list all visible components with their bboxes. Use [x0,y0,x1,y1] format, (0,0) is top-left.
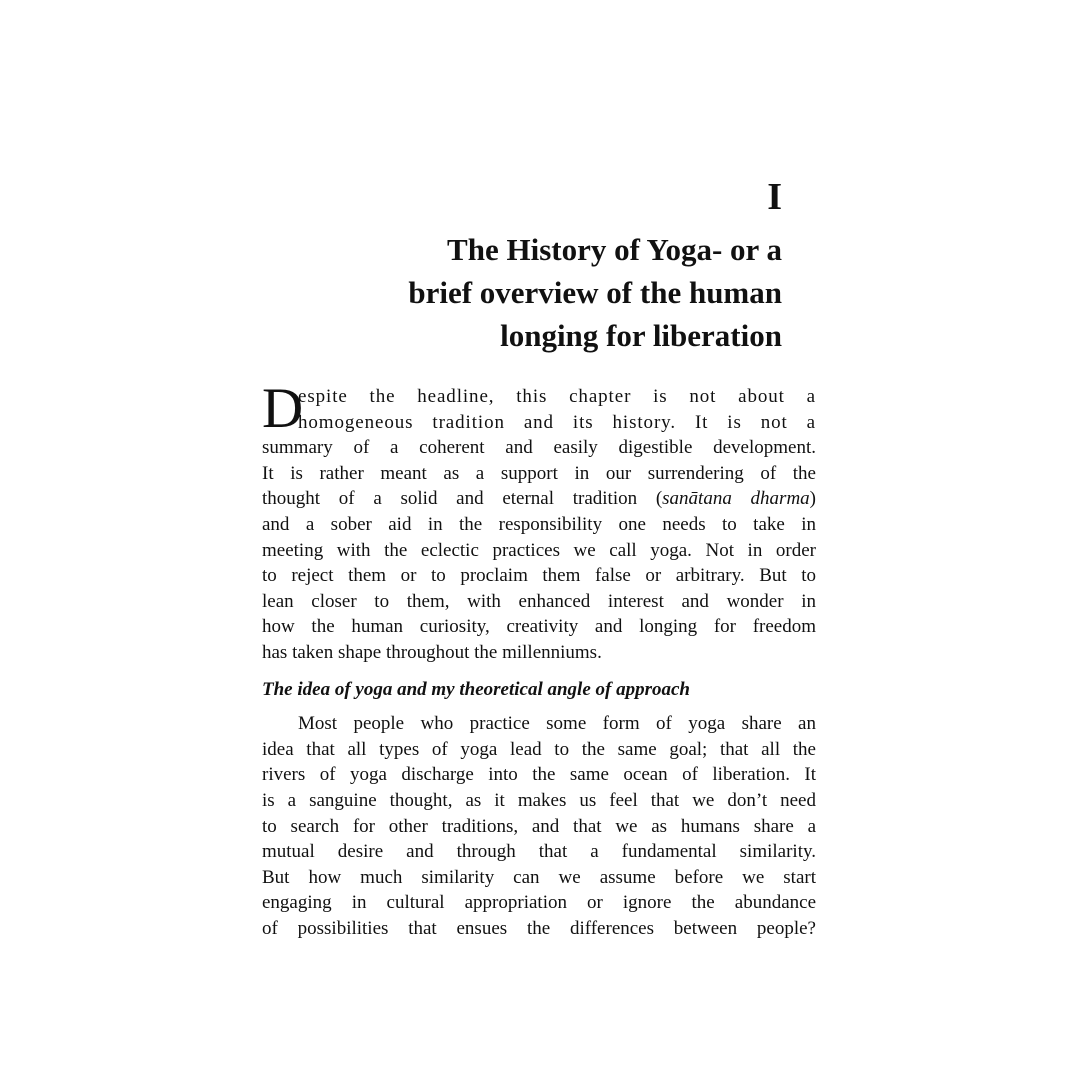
text-line: of possibilities that ensues the differences between people? [262,917,816,939]
chapter-title-line: longing for liberation [500,318,782,353]
text-line: homogeneous tradition and its history. It is not a [298,411,816,433]
text-line: is a sanguine thought, as it makes us feel that we don’t need [262,789,816,811]
text-line: has taken shape throughout the millenniums. [262,641,602,663]
text-line: and a sober aid in the responsibility one needs to take in [262,513,816,535]
text-line: how the human curiosity, creativity and longing for freedom [262,616,816,638]
chapter-title-line: brief overview of the human [408,275,782,310]
text-line: It is rather meant as a support in our surrendering of the [262,462,816,484]
italic-term: sanātana dharma [662,488,810,510]
chapter-number: I [767,176,782,218]
text-segment: ) [809,488,816,510]
text-line: But how much similarity can we assume before we start [262,866,816,888]
text-line-with-italic [262,486,816,512]
text-line: Most people who practice some form of yoga share an [298,713,816,735]
paragraph-intro [262,377,816,666]
text-line: idea that all types of yoga lead to the same goal; that all the [262,738,816,760]
text-line: rivers of yoga discharge into the same ocean of liberation. It [262,764,816,786]
section-heading: The idea of yoga and my theoretical angle of approach [262,678,690,700]
chapter-title-line: The History of Yoga- or a [447,232,782,267]
text-line: meeting with the eclectic practices we call yoga. Not in order [262,539,816,561]
text-segment: thought of a solid and eternal tradition ( [262,488,663,510]
body-text [262,377,816,941]
text-line: espite the headline, this chapter is not about a [298,386,816,407]
paragraph-main [262,711,816,941]
drop-cap: D [262,377,304,440]
text-line: lean closer to them, with enhanced interest and wonder in [262,590,816,612]
chapter-title [302,228,782,357]
text-line: to search for other traditions, and that we as humans share a [262,815,816,837]
text-line: engaging in cultural appropriation or ignore the abundance [262,892,816,914]
text-line: to reject them or to proclaim them false or arbitrary. But to [262,565,816,587]
text-line: summary of a coherent and easily digestible development. [262,437,816,459]
text-line: mutual desire and through that a fundamental similarity. [262,841,816,863]
